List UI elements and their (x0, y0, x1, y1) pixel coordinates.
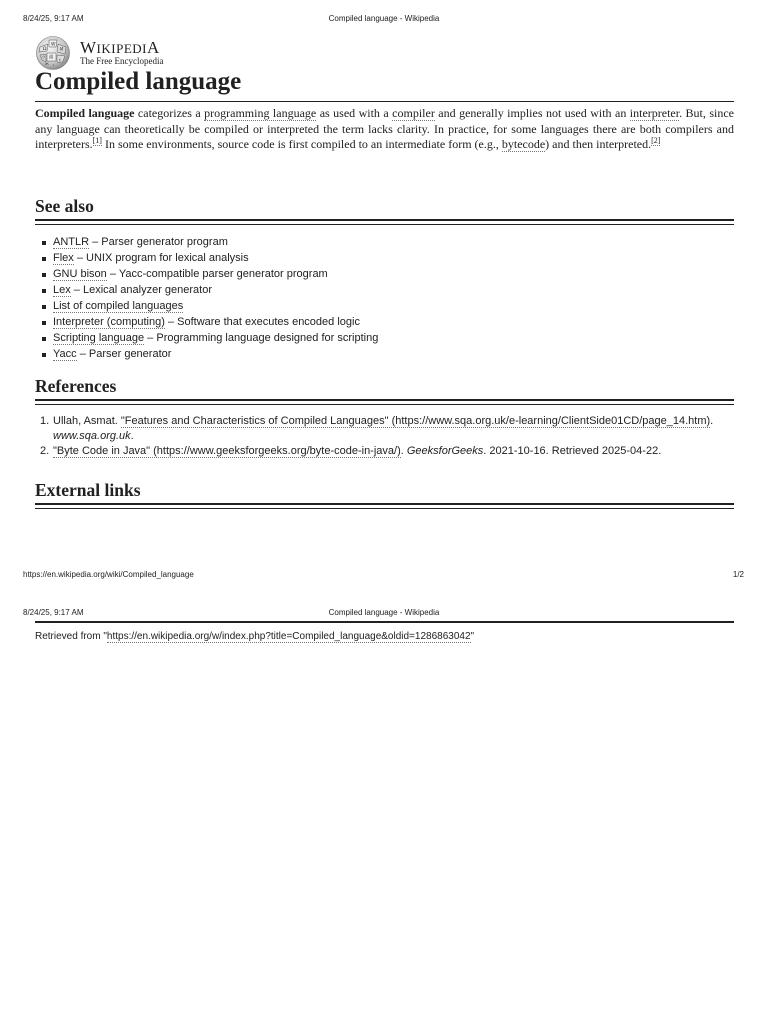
retrieved-from-notice: Retrieved from "https://en.wikipedia.org/w/index.php?title=Compiled_language&oldid=1286863042" (35, 631, 475, 642)
wikipedia-wordmark: WIKIPEDIA (80, 38, 160, 57)
link-compiler[interactable]: compiler (392, 106, 435, 120)
lead-bold-term: Compiled language (35, 106, 135, 120)
list-item: ANTLR – Parser generator program (35, 234, 378, 250)
link-antlr[interactable]: ANTLR (53, 236, 90, 248)
globe-glyph: ウ (41, 54, 46, 60)
link-gnu-bison[interactable]: GNU bison (53, 268, 107, 280)
globe-glyph: 維 (49, 55, 54, 61)
globe-glyph: ו (53, 63, 54, 67)
retrieved-permalink[interactable]: https://en.wikipedia.org/w/index.php?title=Compiled_language&oldid=1286863042 (106, 631, 471, 642)
link-scripting-language[interactable]: Scripting language (53, 332, 145, 344)
globe-glyph: ع (59, 56, 62, 62)
link-bytecode[interactable]: bytecode (501, 137, 546, 151)
reference-2-link[interactable]: [2] (651, 136, 661, 145)
link-programming-language[interactable]: programming language (204, 106, 317, 120)
reference-2-external-link[interactable]: "Byte Code in Java" (https://www.geeksforgeeks.org/byte-code-in-java/) (53, 445, 401, 457)
external-links-heading: External links (35, 480, 141, 500)
page-title: Compiled language (35, 68, 242, 95)
external-links-divider (35, 503, 734, 505)
link-flex[interactable]: Flex (53, 252, 74, 264)
reference-item: 1. Ullah, Asmat. "Features and Characteristics of Compiled Languages" (https://www.sqa.org.uk/e-learning/ClientSide01CD/page_14.htm). www.sqa.org.uk. (40, 415, 714, 442)
references-divider (35, 404, 734, 405)
wikipedia-globe-icon (34, 35, 72, 71)
list-item: Lex – Lexical analyzer generator (35, 282, 378, 298)
list-item: Yacc – Parser generator (35, 346, 378, 362)
globe-glyph: W (51, 42, 56, 48)
see-also-list (35, 234, 378, 362)
print-footer-url: https://en.wikipedia.org/wiki/Compiled_language (23, 570, 194, 579)
print-datetime: 8/24/25, 9:17 AM (23, 14, 84, 23)
print-doc-title: Compiled language - Wikipedia (328, 14, 440, 23)
link-lex[interactable]: Lex (53, 284, 71, 296)
see-also-divider (35, 219, 734, 221)
lead-paragraph: Compiled language categorizes a programming language as used with a compiler and generally implies not used with an interpreter. But, since any language can theoretically be compiled or interpreted the term lacks clarity. In practice, for some languages there are both compilers and interpreters.[1] In some environments, source code is first compiled to an intermediate form (e.g., bytecode) and then interpreted.[2] (35, 106, 735, 151)
globe-glyph: Ж (45, 62, 49, 66)
link-interpreter[interactable]: interpreter (629, 106, 680, 120)
print-doc-title: Compiled language - Wikipedia (328, 608, 440, 617)
see-also-heading: See also (35, 196, 94, 216)
page2-divider (35, 621, 734, 623)
wikipedia-tagline: The Free Encyclopedia (80, 56, 164, 66)
print-datetime: 8/24/25, 9:17 AM (23, 608, 84, 617)
list-item: Scripting language – Programming language designed for scripting (35, 330, 378, 346)
list-item: Flex – UNIX program for lexical analysis (35, 250, 378, 266)
references-heading: References (35, 376, 117, 396)
link-interpreter-computing[interactable]: Interpreter (computing) (53, 316, 165, 328)
reference-1-link[interactable]: [1] (92, 136, 102, 145)
reference-1-external-link[interactable]: "Features and Characteristics of Compiled Languages" (https://www.sqa.org.uk/e-learning/ClientSide01CD/page_14.htm) (120, 415, 711, 427)
list-item: Interpreter (computing) – Software that executes encoded logic (35, 314, 378, 330)
globe-glyph: И (60, 47, 64, 53)
title-divider (35, 101, 734, 102)
references-divider (35, 399, 734, 401)
list-item (35, 298, 378, 314)
external-links-divider (35, 508, 734, 509)
references-list (35, 414, 734, 460)
list-item: GNU bison – Yacc-compatible parser generator program (35, 266, 378, 282)
globe-glyph: Ω (43, 47, 47, 52)
see-also-divider (35, 224, 734, 225)
link-list-of-compiled-languages[interactable]: List of compiled languages (53, 300, 184, 312)
reference-item: 2. "Byte Code in Java" (https://www.geeksforgeeks.org/byte-code-in-java/). GeeksforGeeks. 2021-10-16. Retrieved 2025-04-22. (40, 445, 662, 457)
link-yacc[interactable]: Yacc (53, 348, 77, 360)
print-page-number: 1/2 (732, 570, 744, 579)
